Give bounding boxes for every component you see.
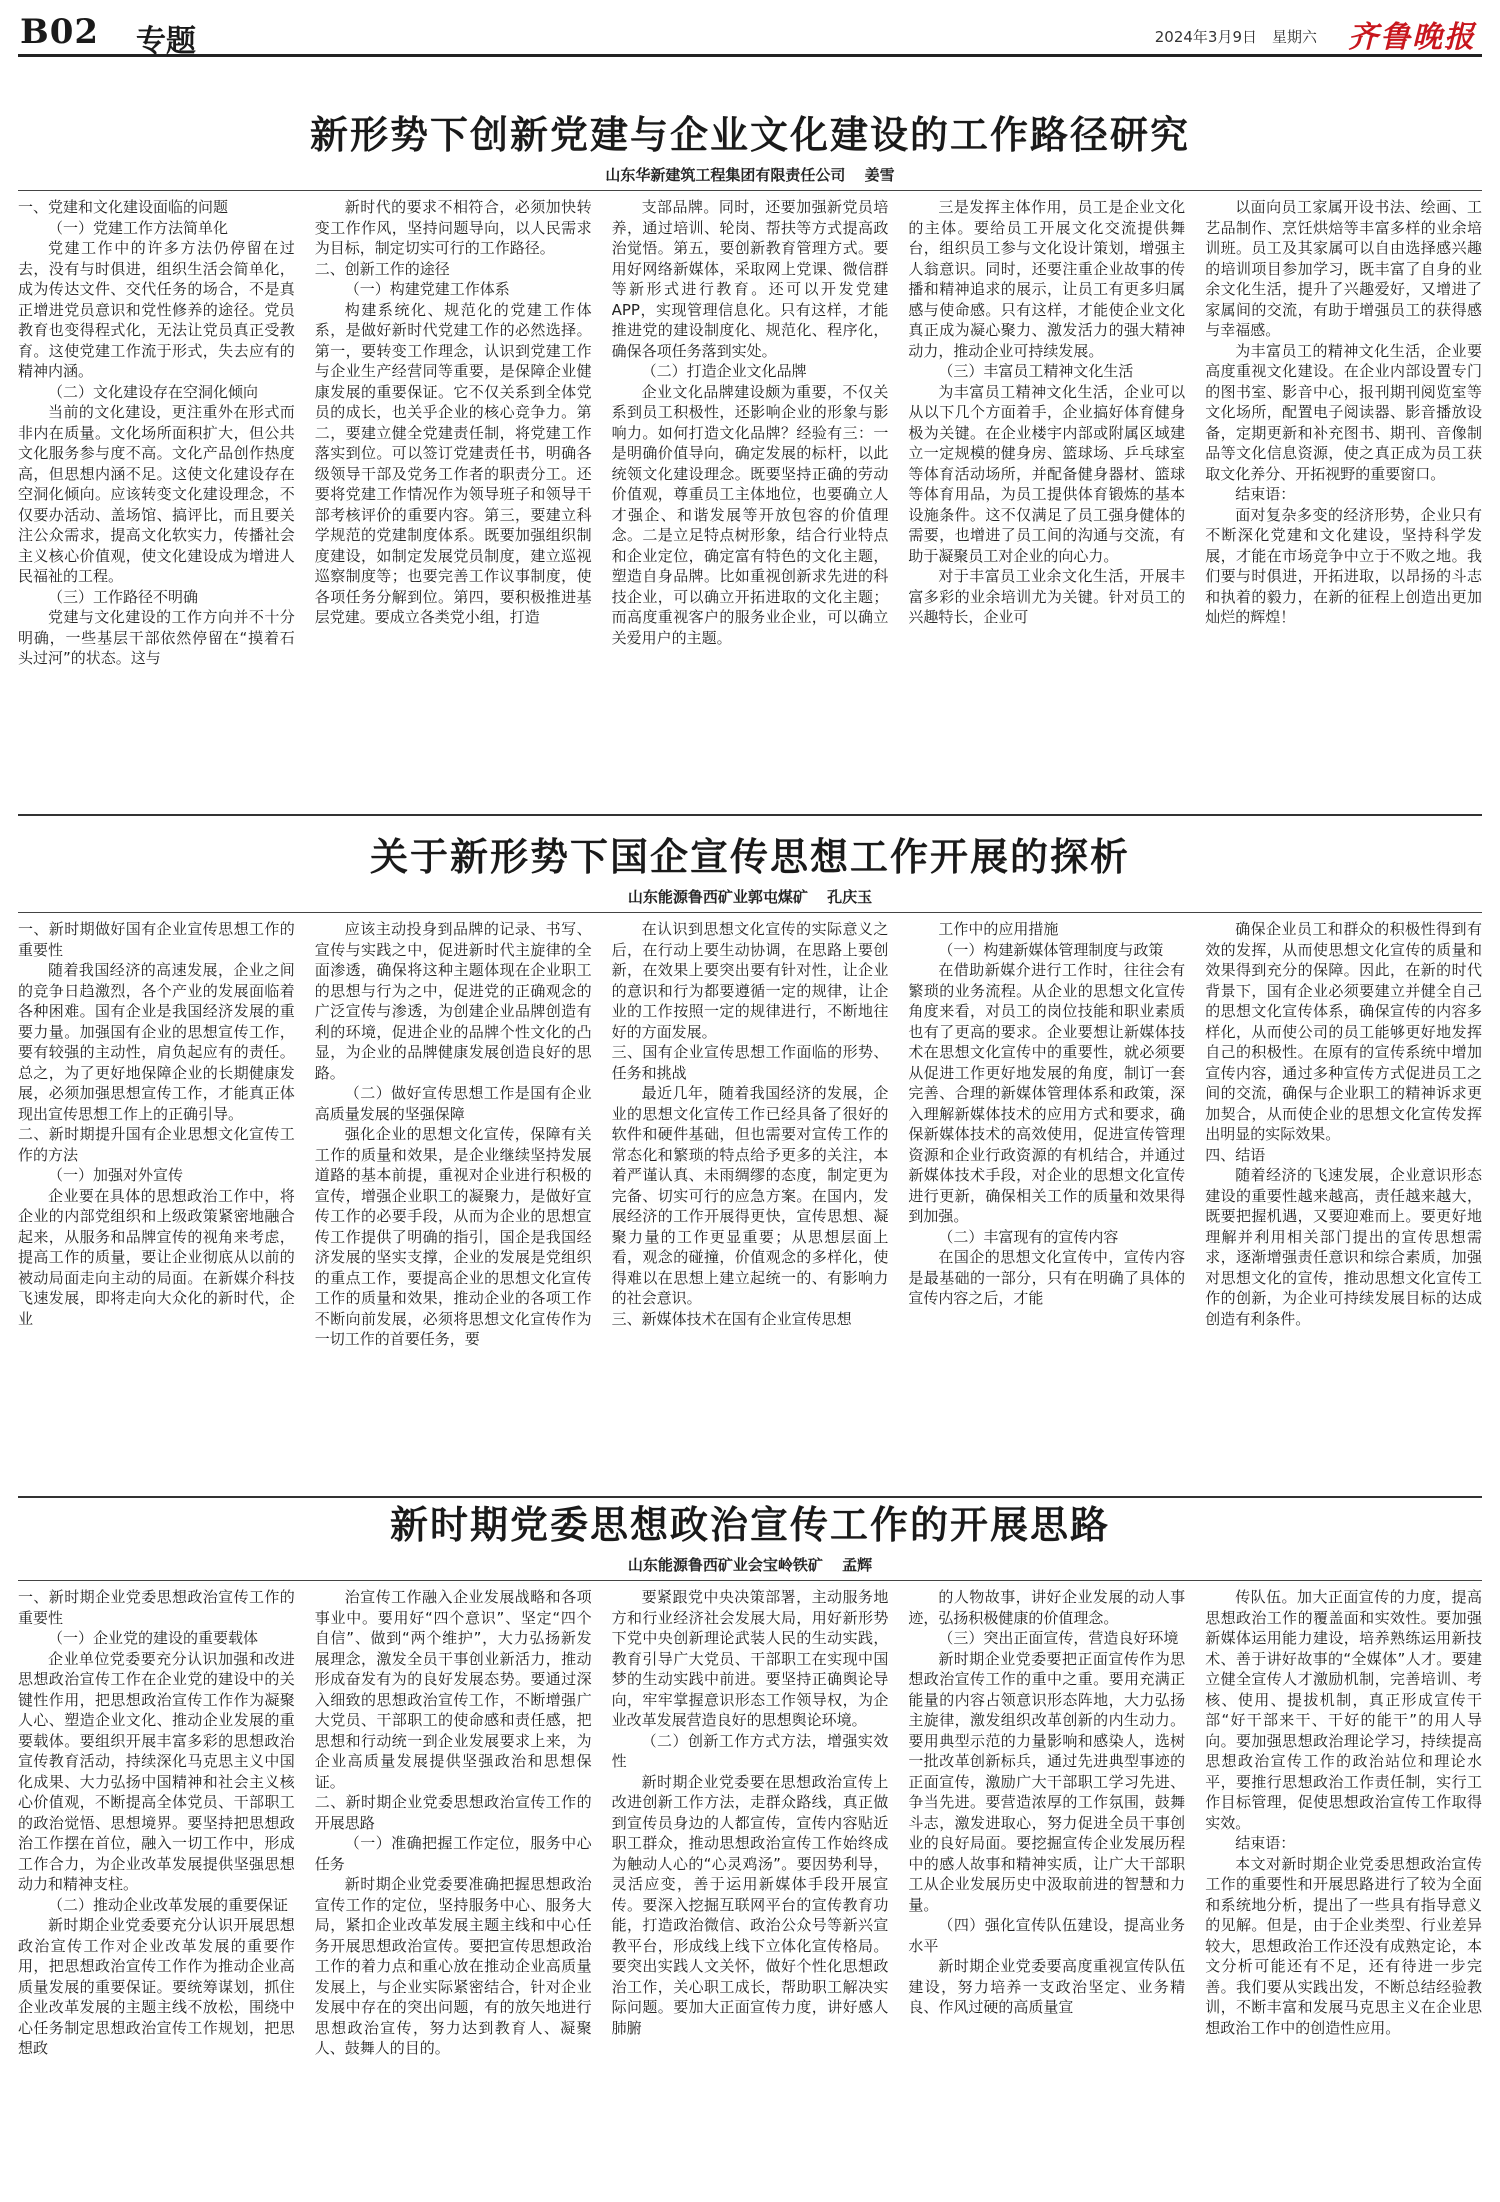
text-column: [1205, 1587, 1482, 2177]
section-heading: （二）丰富现有的宣传内容: [938, 1227, 1119, 1246]
article-columns: [18, 1587, 1482, 2177]
byline-organization: 山东能源鲁西矿业会宝岭铁矿: [627, 1556, 823, 1574]
paragraph: 的人物故事，讲好企业发展的动人事迹，弘扬积极健康的价值理念。: [908, 1588, 1186, 1627]
paragraph: 构建系统化、规范化的党建工作体系，是做好新时代党建工作的必然选择。第一，要转变工作理念，认识到党建工作与企业生产经营同等重要，是保障企业健康发展的重要保证。它不仅关系到全体党员的成长，也关乎企业的核心竞争力。第二，要建立健全党建责任制，将党建工作落实到位。可以签订党建责任书，明确各级领导干部及党务工作者的职责分工。还要将党建工作情况作为领导班子和领导干部考核评价的重要内容。第三，要建立科学规范的党建制度体系。既要加强组织制度建设，如制定发展党员制度，建立巡视巡察制度等；也要完善工作议事制度，使各项任务分解到位。第四，要积极推进基层党建。要成立各类党小组，打造: [314, 300, 592, 626]
section-heading: 一、新时期企业党委思想政治宣传工作的重要性: [18, 1588, 295, 1627]
section-heading: （四）强化宣传队伍建设，提高业务水平: [908, 1916, 1186, 1955]
text-column: [612, 919, 889, 1489]
section-heading: （三）突出正面宣传，营造良好环境: [938, 1629, 1179, 1647]
article-headline: 关于新形势下国企宣传思想工作开展的探析: [369, 834, 1130, 879]
paragraph: 本文对新时期企业党委思想政治宣传工作的重要性和开展思路进行了较为全面和系统地分析，提出了一些具有指导意义的见解。但是，由于企业类型、行业差异较大，思想政治工作还没有成熟定论，本文分析可能还有不足，还有待进一步完善。我们要从实践出发，不断总结经验教训，不断丰富和发展马克思主义在企业思想政治工作中的创造性应用。: [1205, 1854, 1482, 2037]
paragraph: 企业单位党委要充分认识加强和改进思想政治宣传工作在企业党的建设中的关键性作用，把思想政治宣传工作作为凝聚人心、塑造企业文化、推动企业发展的重要载体。要组织开展丰富多彩的思想政治宣传教育活动，持续深化马克思主义中国化成果、大力弘扬中国精神和社会主义核心价值观，不断提高全体党员、干部职工的政治觉悟、思想境界。要坚持把思想政治工作摆在首位，融入一切工作中，形成工作合力，为企业改革发展提供坚强思想动力和精神支柱。: [18, 1649, 295, 1893]
paragraph: 强化企业的思想文化宣传，保障有关工作的质量和效果，是企业继续坚持发展道路的基本前提，重视对企业进行积极的宣传，增强企业职工的凝聚力，是做好宣传工作的必要手段，从而为企业的思想宣传工作提供了明确的指引，国企是我国经济发展的坚实支撑，企业的发展是党组织的重点工作，要提高企业的思想文化宣传工作的质量和效果，推动企业的各项工作不断向前发展，必须将思想文化宣传作为一切工作的首要任务，要: [314, 1125, 592, 1348]
newspaper-logo: 齐鲁晚报: [1348, 20, 1476, 55]
paragraph: 新时期企业党委要高度重视宣传队伍建设，努力培养一支政治坚定、业务精良、作风过硬的高质量宣: [908, 1957, 1186, 2016]
section-heading: （二）创新工作方式方法，增强实效性: [611, 1731, 889, 1770]
text-column: [315, 919, 592, 1489]
issue-date: 2024年3月9日: [1154, 28, 1257, 46]
text-column: [908, 919, 1185, 1489]
paragraph: 面对复杂多变的经济形势，企业只有不断深化党建和文化建设，坚持科学发展，才能在市场竞争中立于不败之地。我们要与时俱进，开拓进取，以昂扬的斗志和执着的毅力，在新的征程上创造出更加灿烂的辉煌！: [1205, 505, 1482, 626]
paragraph: 新时期企业党委要充分认识开展思想政治宣传工作对企业改革发展的重要作用，把思想政治宣传工作作为推动企业高质量发展的重要保证。要统筹谋划，抓住企业改革发展的主题主线不放松，围绕中心任务制定思想政治宣传工作规划，把思想政: [18, 1916, 295, 2057]
article-2: [18, 832, 1482, 1492]
byline-organization: 山东能源鲁西矿业郭屯煤矿: [627, 888, 808, 906]
article-columns: [18, 919, 1482, 1489]
paragraph: 随着经济的飞速发展，企业意识形态建设的重要性越来越高，责任越来越大，既要把握机遇，又要迎难而上。要更好地理解并利用相关部门提出的宣传思想需求，逐渐增强责任意识和综合素质，加强对思想文化的宣传，推动思想文化宣传工作的创新，为企业可持续发展目标的达成创造有利条件。: [1205, 1166, 1482, 1328]
paragraph: 支部品牌。同时，还要加强新党员培养，通过培训、轮岗、帮扶等方式提高政治觉悟。第五，要创新教育管理方式。要用好网络新媒体，采取网上党课、微信群等新形式进行教育。还可以开发党建APP，实现管理信息化。只有这样，才能推进党的建设制度化、规范化、程序化，确保各项任务落到实处。: [611, 198, 889, 360]
article-byline: [18, 886, 1482, 908]
article-divider: [18, 1496, 1482, 1498]
paragraph: 为丰富员工精神文化生活，企业可以从以下几个方面着手，企业搞好体育健身极为关键。在企业楼宇内部或附属区域建立一定规模的健身房、篮球场、乒乓球室等体育活动场所，并配备健身器材、篮球等体育用品，为员工提供体育锻炼的基本设施条件。这不仅满足了员工强身健体的需要，也增进了员工间的沟通与交流，有助于凝聚员工对企业的向心力。: [908, 382, 1186, 565]
article-byline: [18, 1554, 1482, 1576]
paragraph: 新时代的要求不相符合，必须加快转变工作作风，坚持问题导向，以人民需求为目标，制定切实可行的工作路径。: [314, 198, 592, 257]
paragraph: 在认识到思想文化宣传的实际意义之后，在行动上要生动协调，在思路上要创新，在效果上要突出要有针对性，让企业的意识和行为都要遵循一定的规律，让企业的工作按照一定的规律进行，不断地往好的方面发展。: [611, 920, 889, 1041]
paragraph: 在国企的思想文化宣传中，宣传内容是最基础的一部分，只有在明确了具体的宣传内容之后，才能: [908, 1248, 1186, 1307]
section-heading: （二）做好宣传思想工作是国有企业高质量发展的坚强保障: [314, 1084, 592, 1123]
text-column: [908, 197, 1185, 767]
text-column: [315, 197, 592, 767]
section-heading: （二）打造企业文化品牌: [641, 362, 807, 380]
article-headline: 新形势下创新党建与企业文化建设的工作路径研究: [309, 112, 1190, 157]
text-column: [612, 197, 889, 767]
article-1: [18, 110, 1482, 810]
paragraph: 新时期企业党委要把正面宣传作为思想政治宣传工作的重中之重。要用充满正能量的内容占领意识形态阵地，大力弘扬主旋律，激发组织改革创新的内生动力。要用典型示范的力量影响和感染人，选树一批改革创新标兵，通过先进典型事迹的正面宣传，激励广大干部职工学习先进、争当先进。要营造浓厚的工作氛围，鼓舞斗志，激发进取心，努力促进全员干事创业的良好局面。要挖掘宣传企业发展历程中的感人故事和精神实质，让广大干部职工从企业发展历史中汲取前进的智慧和力量。: [908, 1649, 1186, 1914]
section-heading: 二、新时期提升国有企业思想文化宣传工作的方法: [18, 1125, 295, 1164]
section-heading: （三）工作路径不明确: [48, 587, 199, 606]
paragraph: 对于丰富员工业余文化生活，开展丰富多彩的业余培训尤为关键。针对员工的兴趣特长，企业可: [908, 567, 1186, 626]
paragraph: 传队伍。加大正面宣传的力度，提高思想政治工作的覆盖面和实效性。要加强新媒体运用能力建设，培养熟练运用新技术、善于讲好故事的“全媒体”人才。要建立健全宣传人才激励机制，完善培训、考核、使用、提拔机制，真正形成宣传干部“好干部来干、干好的能干”的用人导向。要加强思想政治理论学习，持续提高思想政治宣传工作的政治站位和理论水平，要推行思想政治工作责任制，实行工作目标管理，促使思想政治宣传工作取得实效。: [1205, 1588, 1482, 1832]
text-column: [1205, 197, 1482, 767]
section-heading: 二、新时期企业党委思想政治宣传工作的开展思路: [314, 1793, 592, 1832]
paragraph: 企业要在具体的思想政治工作中，将企业的内部党组织和上级政策紧密地融合起来，从服务和品牌宣传的视角来考虑，提高工作的质量，要让企业彻底从以前的被动局面走向主动的局面。在新媒介科技飞速发展，即将走向大众化的新时代，企业: [18, 1186, 295, 1328]
article-divider: [18, 814, 1482, 816]
article-3: [18, 1500, 1482, 2190]
paragraph: 以面向员工家属开设书法、绘画、工艺品制作、烹饪烘焙等丰富多样的业余培训班。员工及其家属可以自由选择感兴趣的培训项目参加学习，既丰富了自身的业余文化生活，提升了兴趣爱好，又增进了家属间的交流，有助于增强员工的获得感与幸福感。: [1205, 198, 1482, 339]
text-column: [612, 1587, 889, 2177]
section-heading: （一）准确把握工作定位，服务中心任务: [314, 1834, 592, 1873]
section-heading: （一）党建工作方法简单化: [48, 218, 229, 237]
paragraph: 在借助新媒介进行工作时，往往会有繁琐的业务流程。从企业的思想文化宣传角度来看，对员工的岗位技能和职业素质也有了更高的要求。企业要想让新媒体技术在思想文化宣传中的重要性，就必须要从促进工作更好地发展的角度，制订一套完善、合理的新媒体管理体系和政策，深入理解新媒体技术的应用方式和要求，确保新媒体技术的高效使用，促进宣传管理资源和企业行政资源的有机结合，并通过新媒体技术手段，对企业的思想文化宣传进行更新，确保相关工作的质量和效果得到加强。: [908, 961, 1186, 1225]
section-heading: （三）丰富员工精神文化生活: [938, 362, 1134, 380]
weekday: 星期六: [1271, 28, 1317, 46]
byline-author: 姜雪: [864, 166, 895, 184]
paragraph: 工作中的应用措施: [938, 920, 1059, 938]
section-heading: （一）企业党的建设的重要载体: [48, 1629, 259, 1647]
byline-rule: [18, 912, 1482, 913]
section-heading: 四、结语: [1205, 1145, 1266, 1164]
text-column: [18, 1587, 295, 2177]
paragraph: 治宣传工作融入企业发展战略和各项事业中。要用好“四个意识”、坚定“四个自信”、做到“两个维护”，大力弘扬新发展理念，激发全员干事创业新活力，推动形成奋发有为的良好发展态势。要通过深入细致的思想政治宣传工作，不断增强广大党员、干部职工的使命感和责任感，把思想和行动统一到企业发展要求上来，为企业高质量发展提供坚强政治和思想保证。: [314, 1588, 592, 1791]
section-heading: 二、创新工作的途径: [314, 259, 450, 278]
article-headline: 新时期党委思想政治宣传工作的开展思路: [389, 1502, 1110, 1547]
paragraph: 企业文化品牌建设颇为重要，不仅关系到员工积极性，还影响企业的形象与影响力。如何打造文化品牌？经验有三：一是明确价值导向，确定发展的标杆，以此统领文化建设理念。既要坚持正确的劳动价值观，尊重员工主体地位，也要确立人才强企、和谐发展等开放包容的价值理念。二是立足特点树形象，结合行业特点和企业定位，确定富有特色的文化主题，塑造自身品牌。比如重视创新求先进的科技企业，可以确立开拓进取的文化主题；而高度重视客户的服务业企业，可以确立关爱用户的主题。: [611, 382, 889, 647]
paragraph: 新时期企业党委要在思想政治宣传上改进创新工作方法，走群众路线，真正做到宣传员身边的人都宣传，宣传内容贴近职工群众，推动思想政治宣传工作始终成为触动人心的“心灵鸡汤”。要因势利导，灵活应变，善于运用新媒体手段开展宣传。要深入挖掘互联网平台的宣传教育功能，打造政治微信、政治公众号等新兴宣教平台，形成线上线下立体化宣传格局。要突出实践人文关怀，做好个性化思想政治工作，关心职工成长，帮助职工解决实际问题。要加大正面宣传力度，讲好感人肺腑: [611, 1772, 889, 2037]
section-heading: （一）加强对外宣传: [48, 1166, 184, 1184]
byline-author: 孟辉: [842, 1556, 873, 1574]
paragraph: 新时期企业党委要准确把握思想政治宣传工作的定位，坚持服务中心、服务大局，紧扣企业改革发展主题主线和中心任务开展思想政治宣传。要把宣传思想政治工作的着力点和重心放在推动企业高质量发展上，与企业实际紧密结合，针对企业发展中存在的突出问题，有的放矢地进行思想政治宣传，努力达到教育人、凝聚人、鼓舞人的目的。: [314, 1875, 592, 2057]
section-heading: 三、国有企业宣传思想工作面临的形势、任务和挑战: [611, 1043, 889, 1082]
byline-organization: 山东华新建筑工程集团有限责任公司: [605, 166, 846, 184]
paragraph: 党建工作中的许多方法仍停留在过去，没有与时俱进，组织生活会简单化，成为传达文件、交代任务的场合，不是真正增进党员意识和党性修养的途径。党员教育也变得程式化，无法让党员真正受教育。这使党建工作流于形式，失去应有的精神内涵。: [18, 239, 295, 380]
section-heading: 三、新媒体技术在国有企业宣传思想: [611, 1309, 852, 1328]
paragraph: 党建与文化建设的工作方向并不十分明确，一些基层干部依然停留在“摸着石头过河”的状态。这与: [18, 608, 295, 667]
section-heading: （二）推动企业改革发展的重要保证: [48, 1895, 289, 1914]
text-column: [315, 1587, 592, 2177]
section-heading: （一）构建党建工作体系: [344, 280, 510, 298]
article-columns: [18, 197, 1482, 767]
text-column: [18, 919, 295, 1489]
section-heading: 一、党建和文化建设面临的问题: [18, 198, 229, 216]
section-heading: （二）文化建设存在空洞化倾向: [48, 382, 259, 401]
byline-author: 孔庆玉: [827, 888, 873, 906]
paragraph: 为丰富员工的精神文化生活，企业要高度重视文化建设。在企业内部设置专门的图书室、影音中心，报刊期刊阅览室等文化场所，配置电子阅读器、影音播放设备，定期更新和补充图书、期刊、音像制品等文化信息资源，使之真正成为员工获取文化养分、开拓视野的重要窗口。: [1205, 341, 1482, 483]
paragraph: 确保企业员工和群众的积极性得到有效的发挥，从而使思想文化宣传的质量和效果得到充分的保障。因此，在新的时代背景下，国有企业必须要建立并健全自己的思想文化宣传体系，确保宣传的内容多样化，从而使公司的员工能够更好地发挥自己的积极性。在原有的宣传系统中增加宣传内容，通过多种宣传方式促进员工之间的交流，确保与企业职工的精神诉求更加契合，从而使企业的思想文化宣传发挥出明显的实际效果。: [1205, 920, 1482, 1143]
text-column: [908, 1587, 1185, 2177]
paragraph: 要紧跟党中央决策部署，主动服务地方和行业经济社会发展大局，用好新形势下党中央创新理论武装人民的生动实践，教育引导广大党员、干部职工在实现中国梦的生动实践中前进。要坚持正确舆论导向，牢牢掌握意识形态工作领导权，为企业改革发展营造良好的思想舆论环境。: [611, 1588, 889, 1729]
byline-rule: [18, 1580, 1482, 1581]
paragraph: 最近几年，随着我国经济的发展，企业的思想文化宣传工作已经具备了很好的软件和硬件基础，但也需要对宣传工作的常态化和繁琐的特点给予更多的关注，本着严谨认真、未雨绸缪的态度，制定更为完备、切实可行的应急方案。在国内，发展经济的工作开展得更快，宣传思想、凝聚力量的工作更显重要；从思想层面上看，观念的碰撞，价值观念的多样化，使得难以在思想上建立起统一的、有影响力的社会意识。: [611, 1084, 889, 1307]
paragraph: 三是发挥主体作用，员工是企业文化的主体。要给员工开展文化交流提供舞台，组织员工参与文化设计策划，增强主人翁意识。同时，还要注重企业故事的传播和精神追求的展示，让员工有更多归属感与使命感。只有这样，才能使企业文化真正成为凝心聚力、激发活力的强大精神动力，推动企业可持续发展。: [908, 198, 1186, 360]
paragraph: 随着我国经济的高速发展，企业之间的竞争日趋激烈，各个产业的发展面临着各种困难。国有企业是我国经济发展的重要力量。加强国有企业的思想宣传工作，要有较强的主动性，肩负起应有的责任。总之，为了更好地保障企业的长期健康发展，必须加强思想宣传工作，才能真正体现出宣传思想工作上的正确引导。: [18, 961, 295, 1123]
text-column: [18, 197, 295, 767]
section-heading: 一、新时期做好国有企业宣传思想工作的重要性: [18, 920, 295, 959]
article-byline: [18, 164, 1482, 186]
section-label: 专题: [136, 24, 196, 59]
text-column: [1205, 919, 1482, 1489]
section-heading: 结束语：: [1235, 1834, 1296, 1852]
section-heading: （一）构建新媒体管理制度与政策: [938, 940, 1164, 959]
page-code: B02: [20, 12, 100, 52]
byline-rule: [18, 190, 1482, 191]
masthead: [18, 8, 1482, 57]
paragraph: 应该主动投身到品牌的记录、书写、宣传与实践之中，促进新时代主旋律的全面渗透，确保将这种主题体现在企业职工的思想与行为之中，促进党的正确观念的广泛宣传与渗透，为创建企业品牌创造有利的环境，促进企业的品牌个性文化的凸显，为企业的品牌健康发展创造良好的思路。: [314, 920, 592, 1082]
paragraph: 当前的文化建设，更注重外在形式而非内在质量。文化场所面积扩大，但公共文化服务参与度不高。文化产品创作热度高，但思想内涵不足。这使文化建设存在空洞化倾向。应该转变文化建设理念，不仅要办活动、盖场馆、搞评比，而且要关注公众需求，提高文化软实力，传播社会主义核心价值观，使文化建设成为增进人民福祉的工程。: [18, 403, 295, 585]
section-heading: 结束语：: [1235, 485, 1296, 503]
